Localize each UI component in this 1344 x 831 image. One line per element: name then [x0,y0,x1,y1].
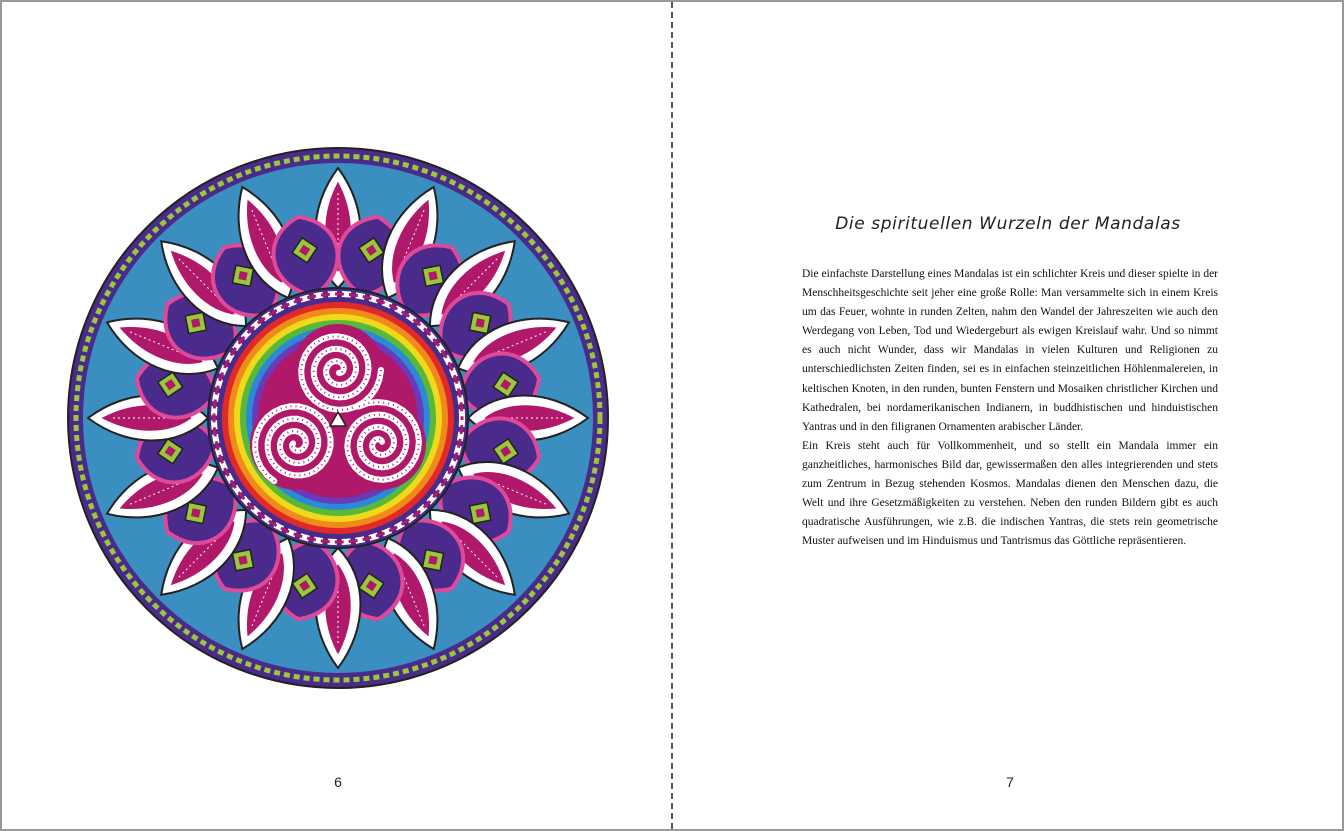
paragraph: Die einfachste Darstellung eines Mandalas ist ein schlichter Kreis und dieser spielte in der Menschheitsgeschichte seit jeher eine große Rolle: Man versammelte sich in einem Kreis um das Feuer, wohnte in runden Zelten, nahm den Wandel der Jahreszeiten wie auch den Werdegang von Leben, Tod und Wiedergeburt als ewigen Kreislauf wahr. Und so nimmt es auch nicht Wunder, dass wir Mandalas in vielen Kulturen und Religionen zu unterschiedlichsten Zeiten finden, sei es in einfachen steinzeitlichen Höhlenmalereien, in keltischen Knoten, in den runden, bunten Fenstern und Mosaiken christlicher Kirchen und Kathedralen, bei nordamerikanischen Indianern, in buddhistischen und hinduistischen Yantras und in den filigranen Ornamenten arabischer Länder. [802,268,1218,433]
left-page [2,2,671,829]
mandala-drawing [60,140,616,696]
paragraph: Ein Kreis steht auch für Vollkommenheit, und so stellt ein Mandala immer ein ganzheitliches, harmonisches Bild dar, gewissermaßen den alles integrierenden und stets zum Zentrum in Bezug stehenden Kosmos. Mandalas dienen den Menschen dazu, die Welt und ihre Gesetzmäßigkeiten zu verstehen. Neben den runden Bildern gibt es auch quadratische Ausführungen, wie z.B. die indischen Yantras, die stets rein geometrische Muster aufweisen und im Hinduismus und Tantrismus das Göttliche repräsentieren. [802,439,1218,548]
page-number-left: 6 [334,774,342,790]
mandala-illustration [60,140,616,696]
right-page [673,2,1342,829]
body-text [802,265,1218,551]
chapter-title: Die spirituellen Wurzeln der Mandalas [835,214,1181,234]
page-number-right: 7 [1006,774,1014,790]
